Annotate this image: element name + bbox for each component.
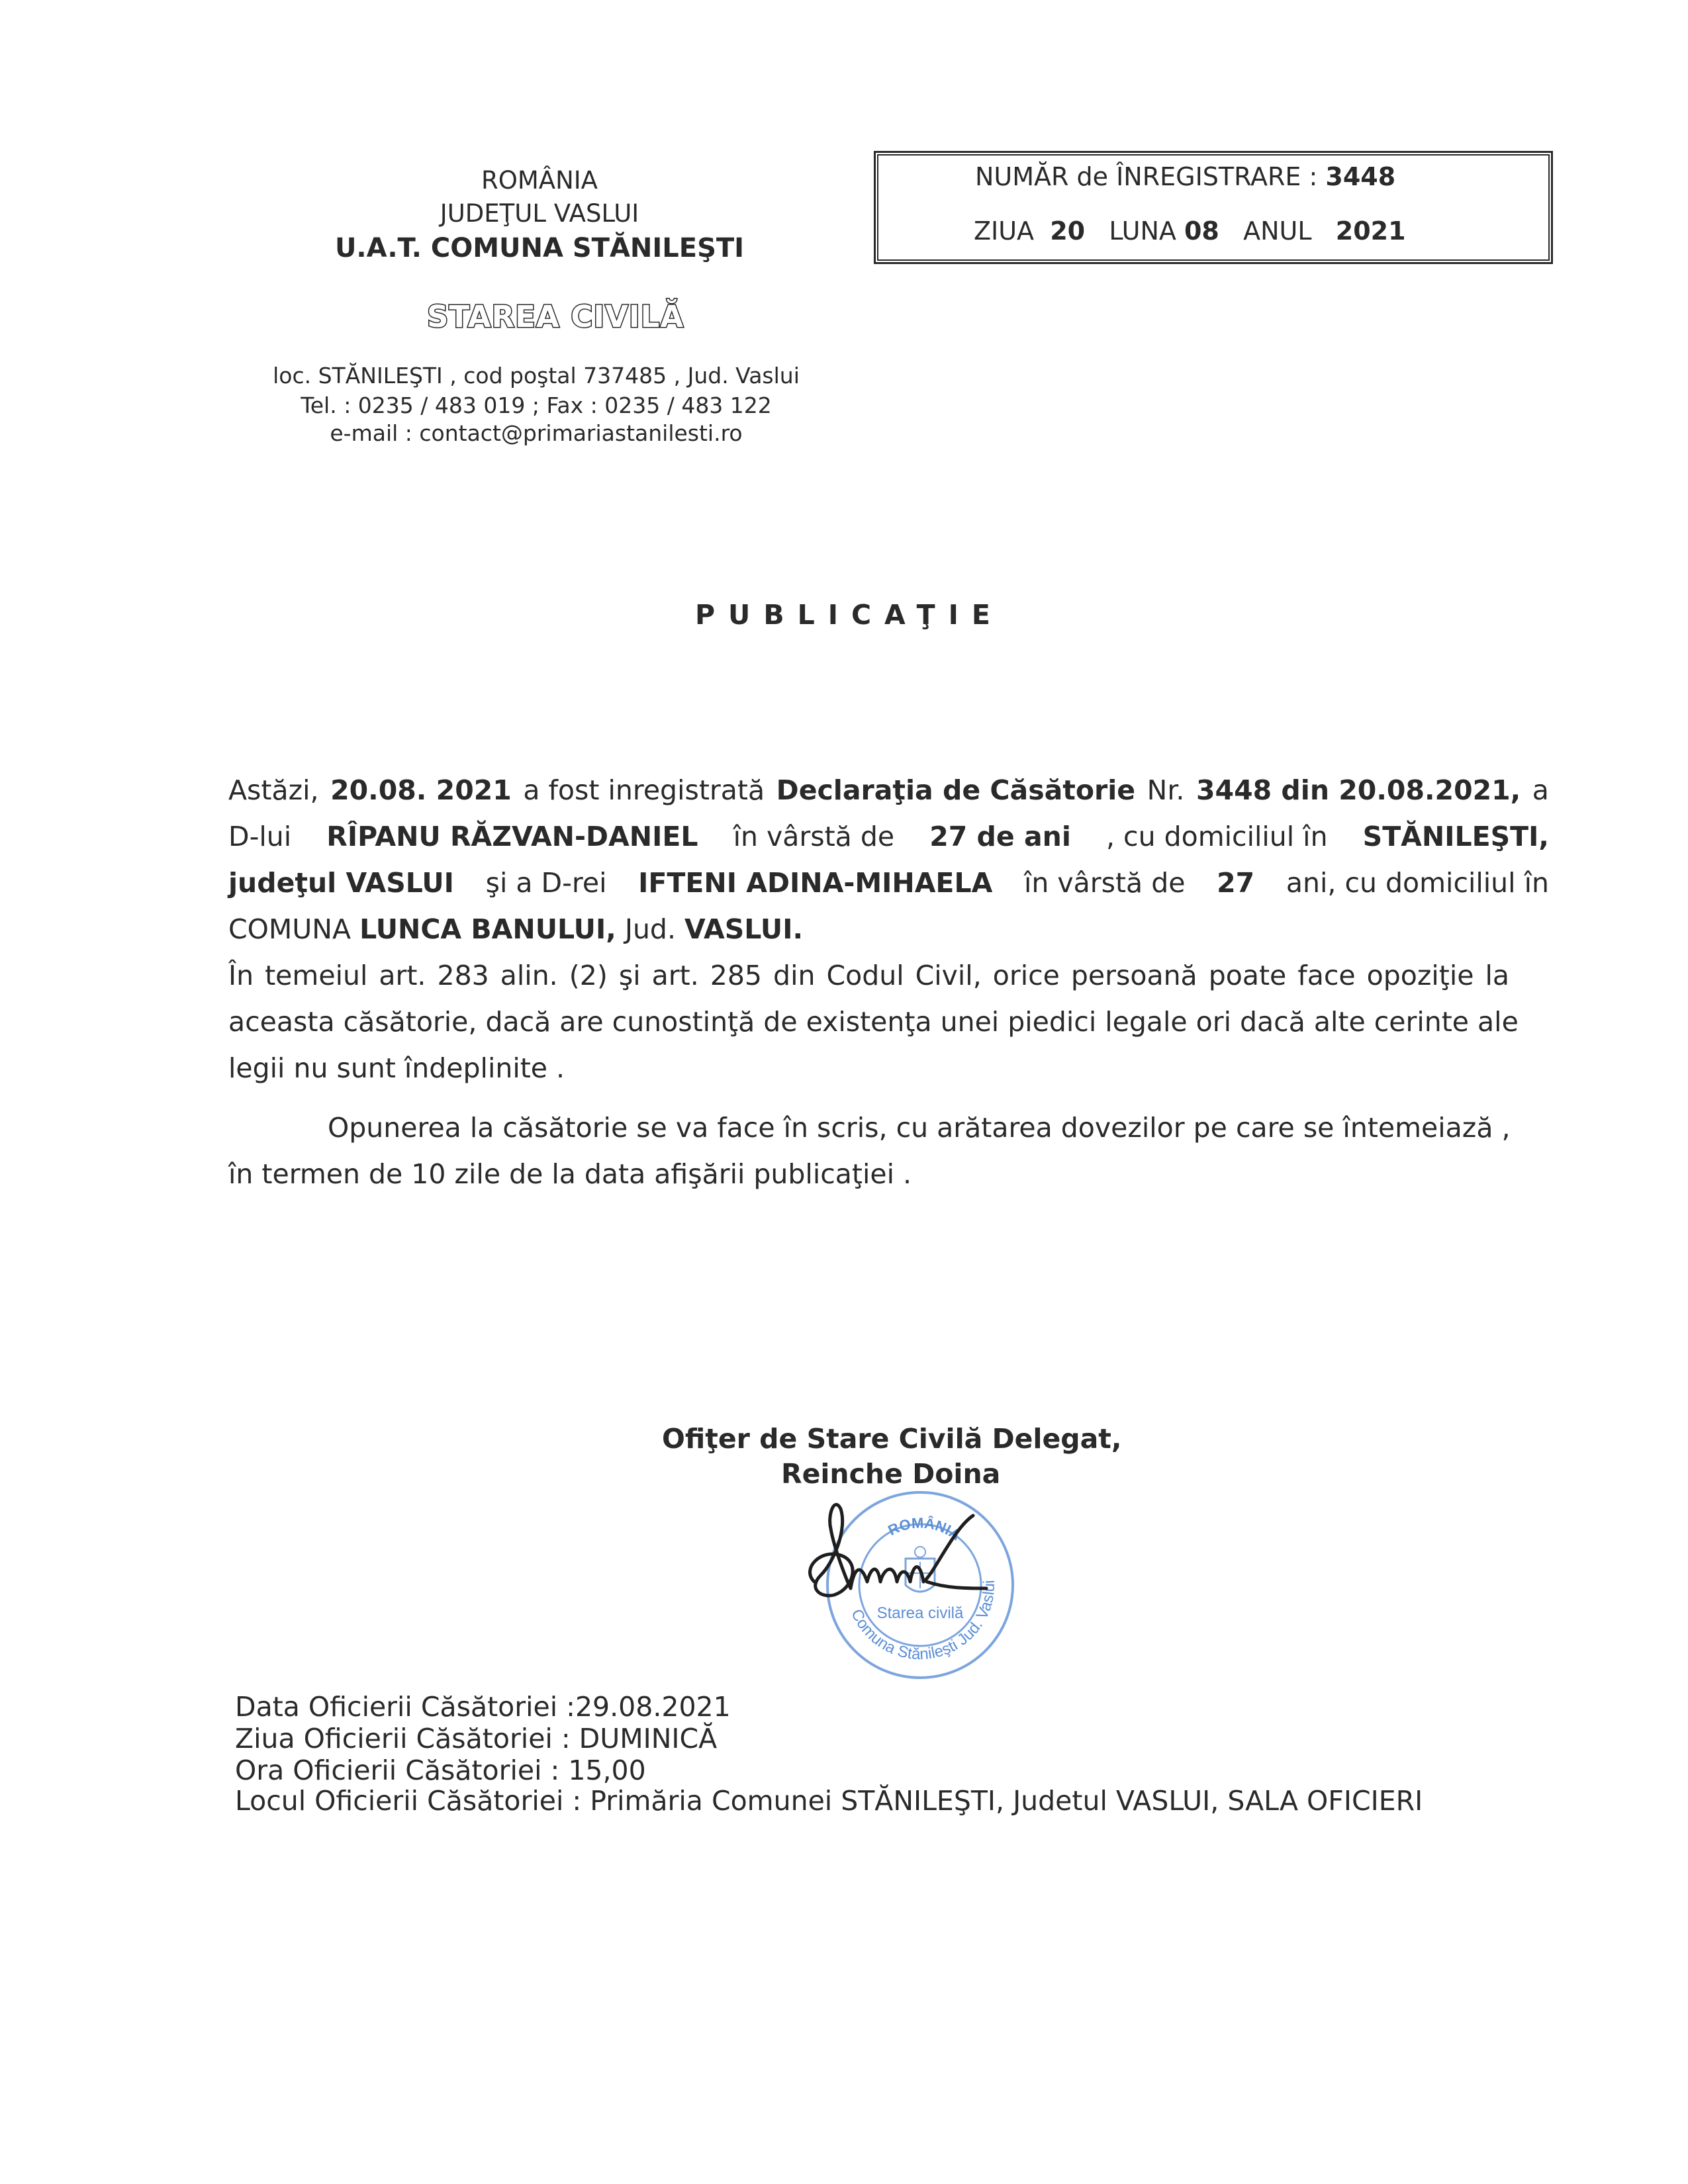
registration-day-label: ZIUA: [974, 216, 1035, 246]
body-text: şi a D-rei: [485, 867, 607, 899]
body-declaration: Declaraţia de Căsătorie: [776, 774, 1136, 806]
registration-month: 08: [1184, 216, 1219, 246]
signatory-role: Ofiţer de Stare Civilă Delegat,: [662, 1423, 1122, 1455]
header-address: loc. STĂNILEŞTI , cod poştal 737485 , Jud. Vaslui: [273, 363, 800, 388]
department-title: STAREA CIVILĂ: [427, 299, 684, 334]
header-uat: U.A.T. COMUNA STĂNILEŞTI: [334, 233, 745, 263]
header-phone: Tel. : 0235 / 483 019 ; Fax : 0235 / 483 122: [301, 392, 772, 418]
body-text: în vârstă de: [733, 821, 895, 852]
body-text: Nr.: [1147, 774, 1185, 806]
bride-county: VASLUI.: [684, 913, 804, 945]
document-title: PUBLICAŢIE: [695, 599, 1004, 631]
groom-county: judeţul VASLUI: [228, 867, 454, 899]
groom-age: 27 de ani: [929, 821, 1071, 852]
opposition-line-1: Opunerea la căsătorie se va face în scris, cu arătarea dovezilor pe care se întemeiază ,: [328, 1112, 1511, 1144]
bride-name: IFTENI ADINA-MIHAELA: [638, 867, 993, 899]
groom-residence: STĂNILEŞTI,: [1362, 821, 1549, 852]
body-line-4: [228, 913, 1549, 945]
registration-label: NUMĂR de ÎNREGISTRARE :: [975, 162, 1318, 191]
opposition-line-2: în termen de 10 zile de la data afişării publicaţiei .: [228, 1158, 912, 1190]
registration-box: [874, 151, 1553, 264]
body-declaration-number: 3448 din 20.08.2021,: [1196, 774, 1521, 806]
body-text: a: [1532, 774, 1549, 806]
stamp-ring-text: Comuna Stănileşti Jud. Vaslui: [847, 1579, 999, 1664]
body-text: Jud.: [624, 913, 676, 945]
body-text: a fost inregistrată: [523, 774, 765, 806]
registration-year-label: ANUL: [1243, 216, 1312, 246]
ceremony-day: Ziua Oficierii Căsătoriei : DUMINICĂ: [235, 1723, 718, 1754]
registration-day: 20: [1050, 216, 1086, 246]
body-line-2: [228, 821, 1549, 852]
handwritten-signature: [794, 1489, 1046, 1621]
bride-residence: LUNCA BANULUI,: [359, 913, 616, 945]
header-country: ROMÂNIA: [481, 166, 598, 195]
signatory-name: Reinche Doina: [781, 1458, 1001, 1490]
registration-year: 2021: [1335, 216, 1406, 246]
legal-line-1: În temeiul art. 283 alin. (2) şi art. 285 din Codul Civil, orice persoană poate face opoziţie la: [228, 960, 1509, 991]
ceremony-hour: Ora Oficierii Căsătoriei : 15,00: [235, 1754, 646, 1786]
groom-name: RÎPANU RĂZVAN-DANIEL: [326, 821, 698, 852]
body-line-3: [228, 867, 1549, 899]
stamp-top-text: ROMÂNIA: [885, 1514, 964, 1544]
registration-month-label: LUNA: [1109, 216, 1176, 246]
body-text: ani, cu domiciliul în: [1286, 867, 1549, 899]
ceremony-place: Locul Oficierii Căsătoriei : Primăria Comunei STĂNILEŞTI, Judetul VASLUI, SALA OFICIERI: [235, 1785, 1423, 1817]
registration-number: 3448: [1325, 162, 1396, 191]
header-email: e-mail : contact@primariastanilesti.ro: [330, 420, 743, 446]
bride-age: 27: [1217, 867, 1255, 899]
legal-line-3: legii nu sunt îndeplinite .: [228, 1052, 565, 1084]
body-text: D-lui: [228, 821, 292, 852]
body-line-1: [228, 774, 1549, 806]
body-text: în vârstă de: [1023, 867, 1186, 899]
registration-date-row: [974, 216, 1406, 246]
registration-number-row: [975, 162, 1395, 191]
body-text: COMUNA: [228, 913, 352, 945]
body-text: , cu domiciliul în: [1105, 821, 1328, 852]
ceremony-date: Data Oficierii Căsătoriei :29.08.2021: [235, 1691, 731, 1723]
body-text: Astăzi,: [228, 774, 319, 806]
header-county: JUDEŢUL VASLUI: [440, 199, 639, 228]
body-date: 20.08. 2021: [330, 774, 512, 806]
legal-line-2: aceasta căsătorie, dacă are cunostinţă de existenţa unei piedici legale ori dacă alte cerinte ale: [228, 1006, 1519, 1038]
stamp-center-text: Starea civilă: [876, 1604, 964, 1622]
